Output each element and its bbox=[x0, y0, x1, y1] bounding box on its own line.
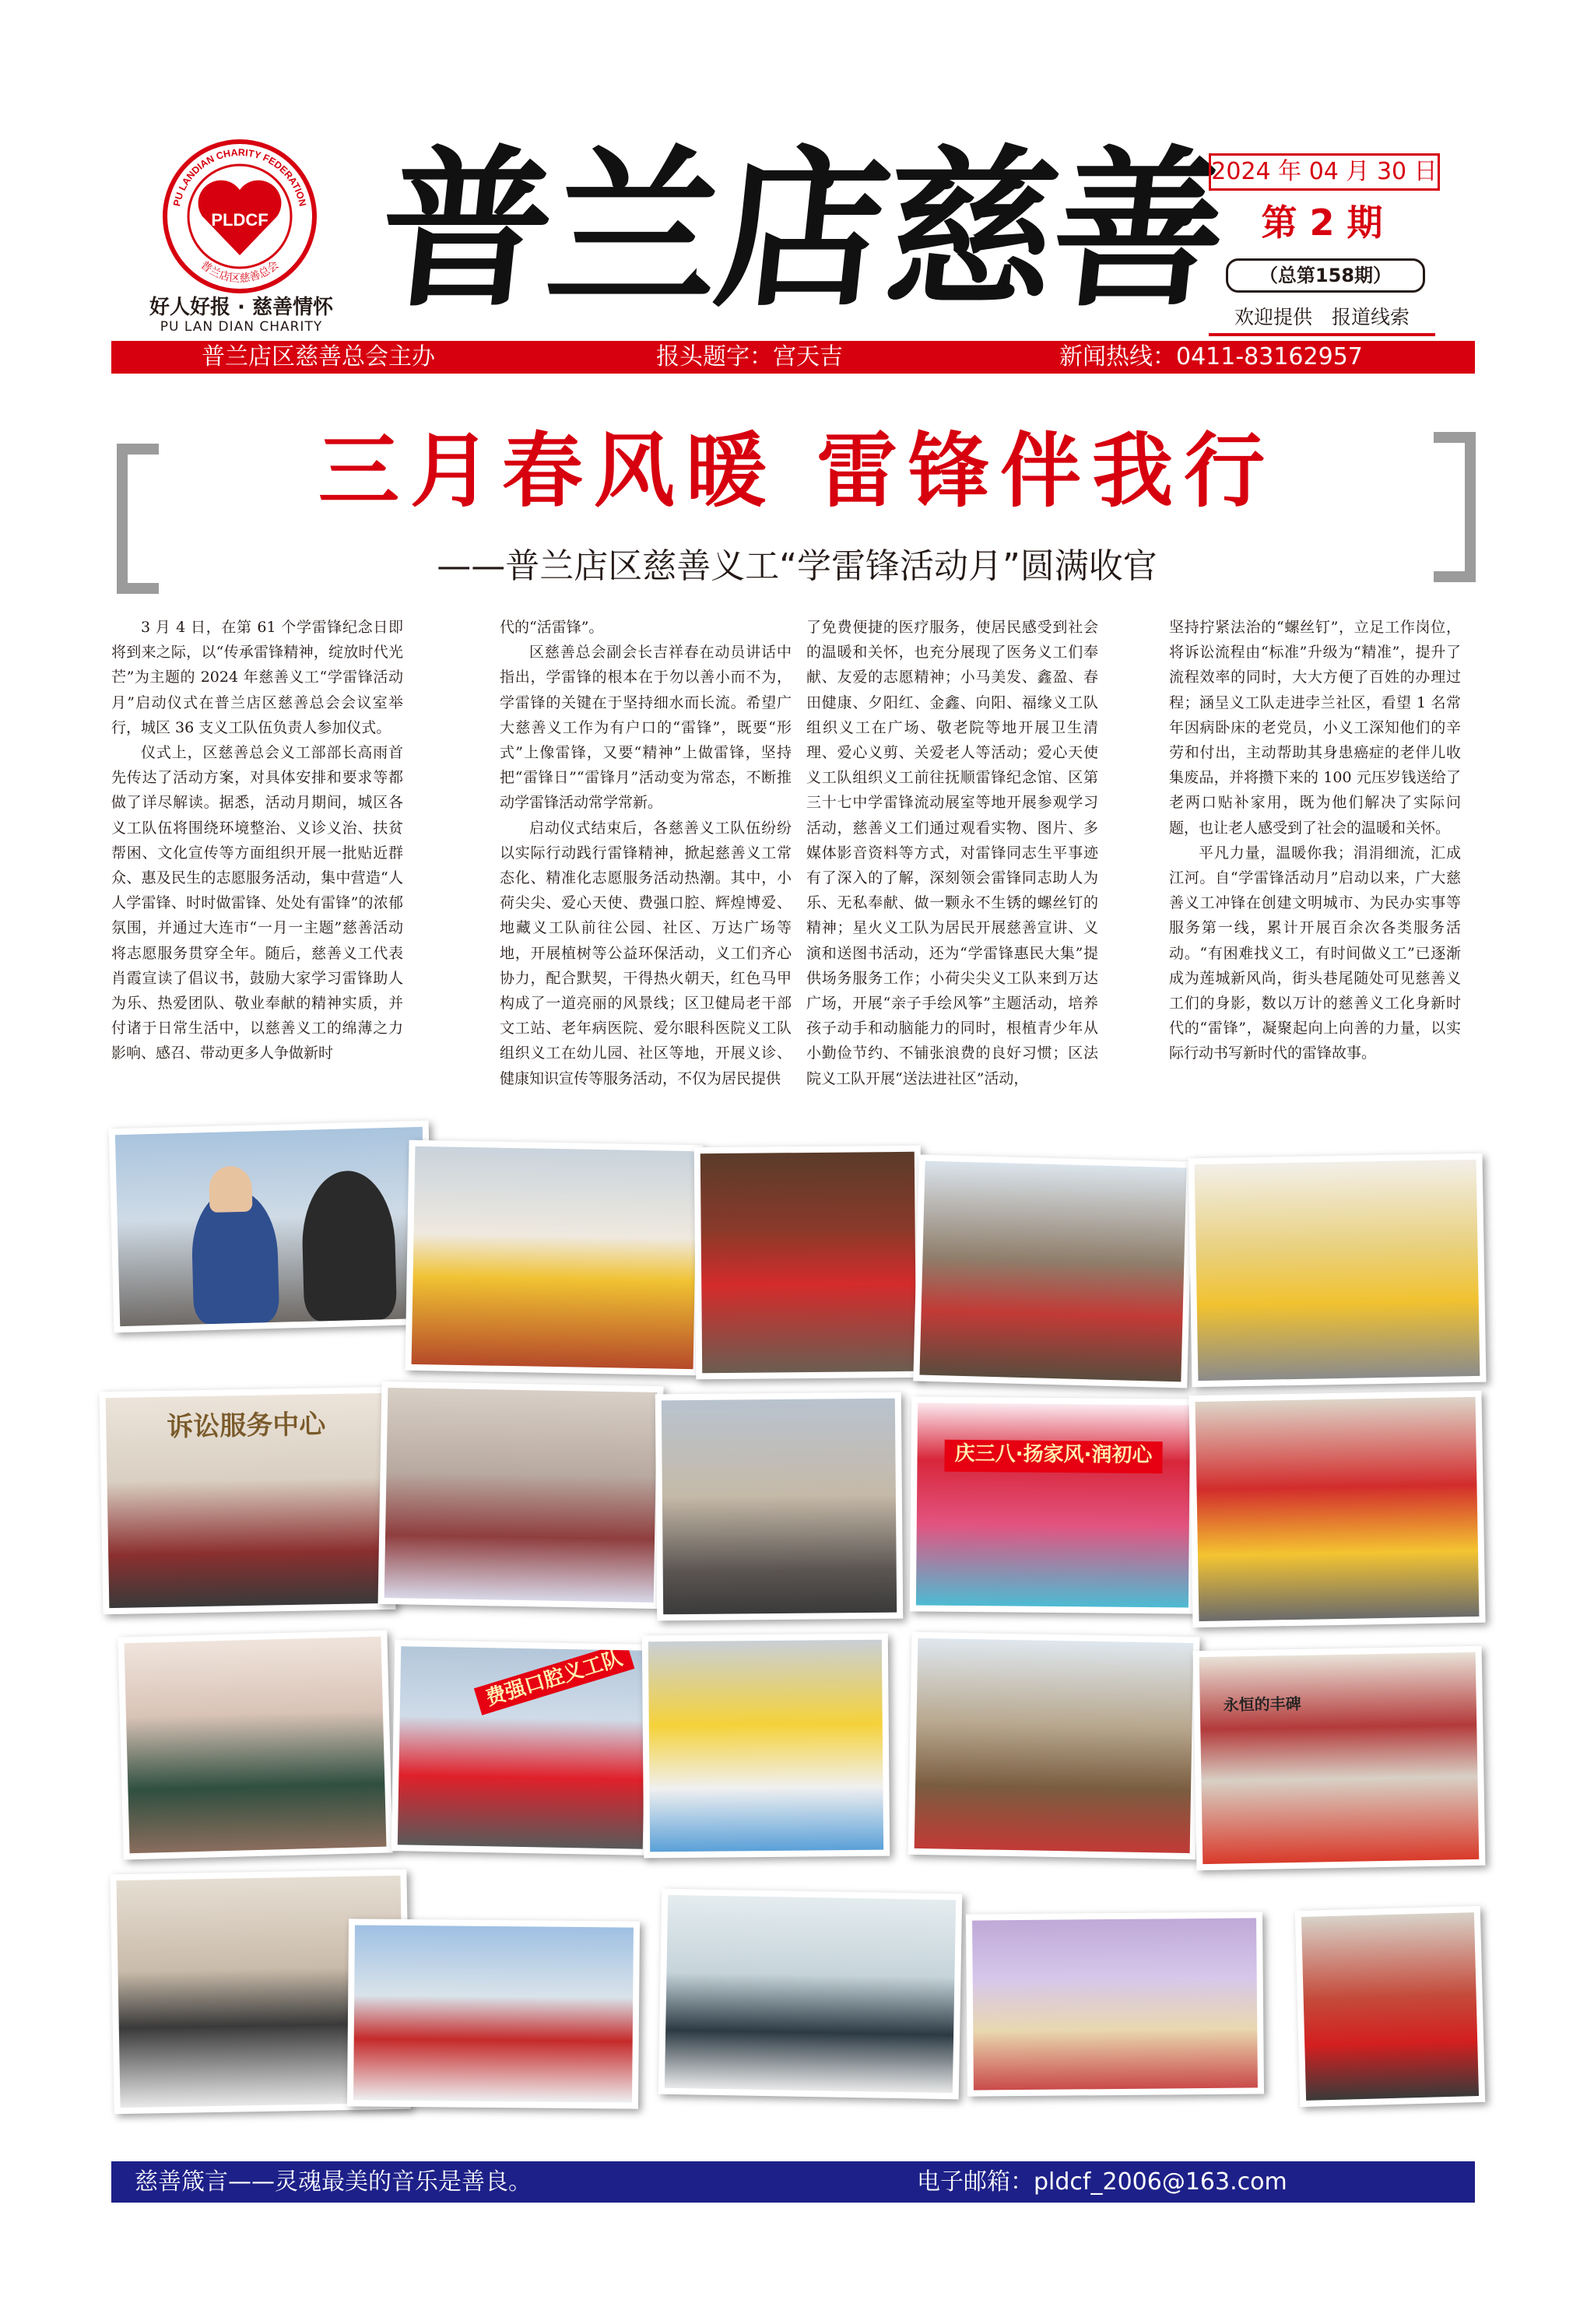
paragraph: 3 月 4 日，在第 61 个学雷锋纪念日即将到来之际，以“传承雷锋精神，绽放时代光芒”为主题的 2024 年慈善义工“学雷锋活动月”启动仪式在普兰店区慈善总会会议室举行，城区 36 支义工队伍负责人参加仪式。 bbox=[111, 619, 403, 736]
photo-caption: 永恒的丰碑 bbox=[1223, 1694, 1301, 1715]
total-issue-number: （总第158期） bbox=[1226, 258, 1425, 293]
photo-tree-planting-hillside bbox=[908, 1632, 1200, 1859]
photo-group-volunteers-yellow bbox=[405, 1140, 703, 1376]
news-hotline: 新闻热线：0411-83162957 bbox=[1059, 343, 1363, 370]
photo-womens-day-performance bbox=[910, 1396, 1196, 1613]
photo-elder-visit bbox=[1295, 1906, 1486, 2107]
photo-dental-team-banner bbox=[391, 1640, 653, 1855]
photo-caption: 费强口腔义工队 bbox=[473, 1646, 634, 1715]
news-tip-line: 欢迎提供 报道线索 bbox=[1234, 306, 1410, 328]
photo-caring-elderly bbox=[1188, 1391, 1485, 1628]
paragraph: 代的“活雷锋”。 bbox=[500, 619, 604, 636]
photo-street-volunteers bbox=[655, 1392, 904, 1621]
paragraph: 坚持拧紧法治的“螺丝钉”，立足工作岗位，将诉讼流程由“标准”升级为“精准”，提升了流程效率的同时，大大方便了百姓的办理过程；涵呈义工队走进孛兰社区，看望 1 名常年因病卧床的老党员，小义工深知他们的辛劳和付出，主动帮助其身患癌症的老伴儿收集废品，并将攒下来的 100 元压岁钱送给了老两口贴补家用，既为他们解决了实际问题，也让老人感受到了社会的温暖和关怀。 bbox=[1169, 619, 1461, 837]
newspaper-title: 普兰店慈善 bbox=[370, 128, 1233, 330]
divider bbox=[1209, 333, 1435, 336]
article-subheadline: ——普兰店区慈善义工“学雷锋活动月”圆满收官 bbox=[437, 546, 1157, 586]
photo-caption: 诉讼服务中心 bbox=[166, 1409, 326, 1443]
photo-kite-painting bbox=[642, 1634, 890, 1859]
paragraph: 仪式上，区慈善总会义工部部长高雨首先传达了活动方案，对具体安排和要求等都做了详尽解读。据悉，活动月期间，城区各义工队伍将围绕环境整治、义诊义治、扶贫帮困、文化宣传等方面组织开展一批贴近群众、惠及民生的志愿服务活动，集中营造“人人学雷锋、时时做雷锋、处处有雷锋”的浓郁氛围，并通过大连市“一月一主题”慈善活动将志愿服务贯穿全年。随后，慈善义工代表肖霞宣读了倡议书，鼓励大家学习雷锋助人为乐、热爱团队、敬业奉献的精神实质，并付诸于日常生活中，以慈善义工的绵薄之力影响、感召、带动更多人争做新时 bbox=[111, 744, 403, 1062]
headline-bracket-right bbox=[1434, 432, 1476, 582]
photo-dumpling-making bbox=[1188, 1153, 1486, 1388]
logo-initials: PLDCF bbox=[211, 210, 269, 230]
contact-email: 电子邮箱：pldcf_2006@163.com bbox=[917, 2168, 1287, 2196]
issue-number: 第 2 期 bbox=[1261, 202, 1383, 244]
logo-ring-text: PU LANDIAN CHARITY FEDERATION bbox=[171, 146, 308, 208]
photo-large-group-snow bbox=[347, 1919, 640, 2108]
article-column-4 bbox=[1169, 615, 1461, 1066]
pldcf-logo bbox=[162, 139, 318, 294]
photo-tree-planting-group bbox=[913, 1154, 1192, 1388]
slogan-en: PU LAN DIAN CHARITY bbox=[160, 319, 323, 335]
photo-medical-visit bbox=[378, 1381, 664, 1609]
photo-student-with-statue bbox=[109, 1121, 434, 1333]
masthead-info-bar bbox=[111, 341, 1475, 374]
calligraphy-credit: 报头题字：宫天吉 bbox=[656, 343, 843, 370]
issue-date: 2024 年 04 月 30 日 bbox=[1209, 153, 1440, 191]
charity-motto: 慈善箴言——灵魂最美的音乐是善良。 bbox=[135, 2168, 532, 2196]
slogan: 好人好报 · 慈善情怀 bbox=[149, 296, 333, 319]
article-column-3 bbox=[806, 615, 1098, 1091]
article-headline: 三月春风暖 雷锋伴我行 bbox=[318, 423, 1276, 518]
photo-kindergarten-class bbox=[966, 1912, 1264, 2096]
paragraph: 平凡力量，温暖你我；涓涓细流，汇成江河。自“学雷锋活动月”启动以来，广大慈善义工冲锋在创建文明城市、为民办实事等服务第一线，累计开展百余次各类服务活动。“有困难找义工，有时间做义工”已逐渐成为莲城新风尚，街头巷尾随处可见慈善义工们的身影，数以万计的慈善义工化身新时代的“雷锋”，凝聚起向上向善的力量，以实际行动书写新时代的雷锋故事。 bbox=[1169, 844, 1461, 1062]
photo-eye-examination bbox=[658, 1889, 963, 2100]
footer-bar bbox=[111, 2161, 1475, 2203]
photo-certificate-presentation bbox=[118, 1631, 392, 1860]
logo-ring-cn: 普兰店区慈善总会 bbox=[198, 258, 282, 286]
photo-caption: 庆三八·扬家风·润初心 bbox=[944, 1440, 1162, 1474]
headline-bracket-left bbox=[117, 444, 159, 594]
paragraph: 启动仪式结束后，各慈善义工队伍纷纷以实际行动践行雷锋精神，掀起慈善义工常态化、精准化志愿服务活动热潮。其中，小荷尖尖、爱心天使、费强口腔、辉煌博爱、地藏义工队前往公园、社区、万达广场等地，开展植树等公益环保活动，义工们齐心协力，配合默契，干得热火朝天，红色马甲构成了一道亮丽的风景线；区卫健局老干部文工站、老年病医院、爱尔眼科医院义工队组织义工在幼儿园、社区等地，开展义诊、健康知识宣传等服务活动，不仅为居民提供 bbox=[500, 819, 792, 1087]
photo-volunteers-red-door bbox=[694, 1146, 923, 1380]
sponsor-text: 普兰店区慈善总会主办 bbox=[202, 343, 435, 370]
article-column-1 bbox=[111, 615, 403, 1066]
paragraph: 了免费便捷的医疗服务，使居民感受到社会的温暖和关怀，也充分展现了医务义工们奉献、友爱的志愿精神；小马美发、鑫盈、春田健康、夕阳红、金鑫、向阳、福缘义工队组织义工在广场、敬老院等地开展卫生清理、爱心义剪、关爱老人等活动；爱心天使义工队组织义工前往抚顺雷锋纪念馆、区第三十七中学雷锋流动展室等地开展参观学习活动，慈善义工们通过观看实物、图片、多媒体影音资料等方式，对雷锋同志生平事迹有了深入的了解，深刻领会雷锋同志助人为乐、无私奉献、做一颗永不生锈的螺丝钉的精神；星火义工队为居民开展慈善宣讲、义演和送图书活动，还为“学雷锋惠民大集”提供场务服务工作；小荷尖尖义工队来到万达广场，开展“亲子手绘风筝”主题活动，培养孩子动手和动脑能力的同时，根植青少年从小勤俭节约、不铺张浪费的良好习惯；区法院义工队开展“送法进社区”活动， bbox=[806, 619, 1098, 1087]
photo-memorial-hall-visit bbox=[1193, 1646, 1486, 1870]
paragraph: 区慈善总会副会长吉祥春在动员讲话中指出，学雷锋的根本在于勿以善小而不为，学雷锋的关键在于坚持细水而长流。希望广大慈善义工作为有户口的“雷锋”，既要“形式”上像雷锋，又要“精神”上做雷锋，坚持把“雷锋日”“雷锋月”活动变为常态，不断推动学雷锋活动常学常新。 bbox=[500, 644, 792, 812]
photo-litigation-service-center bbox=[100, 1387, 396, 1615]
article-column-2 bbox=[500, 615, 792, 1091]
